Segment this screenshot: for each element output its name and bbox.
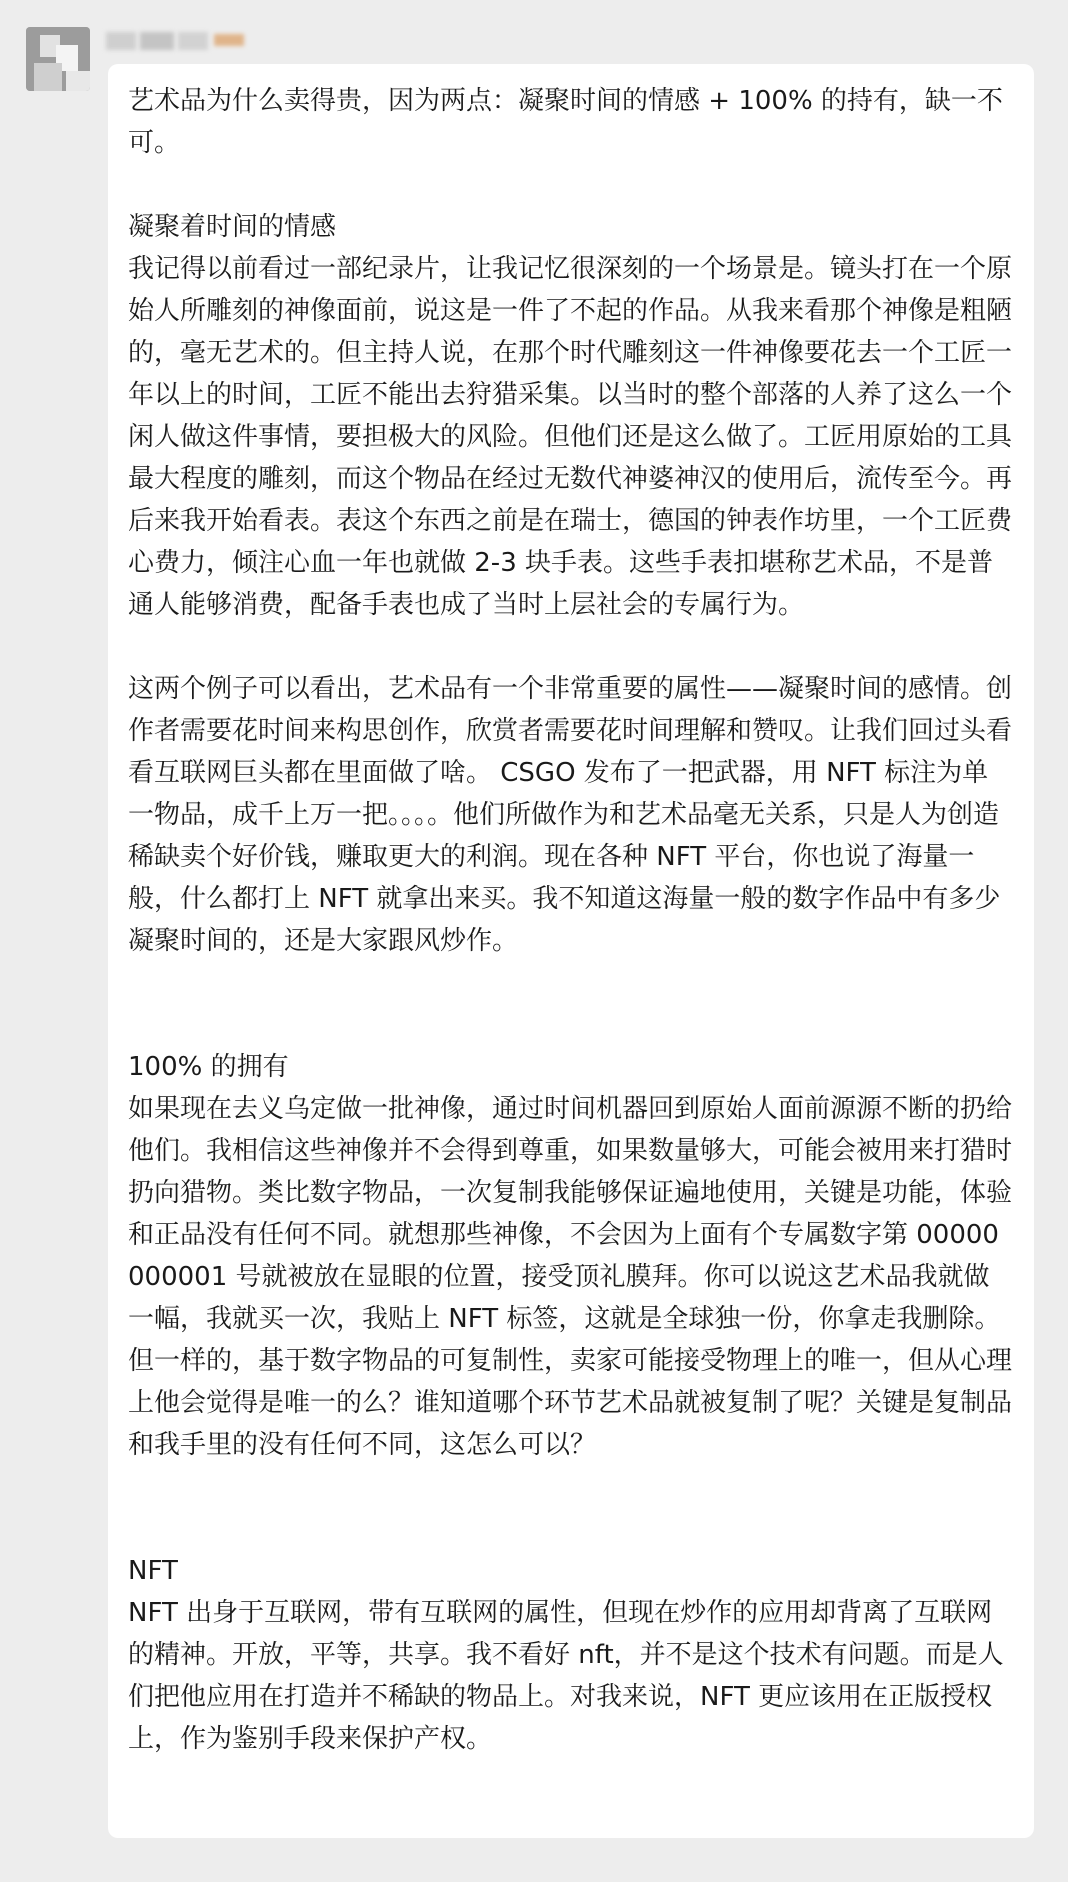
avatar-pixel bbox=[34, 63, 62, 91]
message-bubble[interactable] bbox=[108, 64, 1034, 1838]
paragraph-gap bbox=[128, 164, 1014, 206]
blurred-block bbox=[106, 32, 136, 50]
section-body: NFT 出身于互联网，带有互联网的属性，但现在炒作的应用却背离了互联网的精神。开放，平等，共享。我不看好 nft，并不是这个技术有问题。而是人们把他应用在打造并不稀缺的物品上。对我来说，NFT 更应该用在正版授权上，作为鉴别手段来保护产权。 bbox=[128, 1598, 1004, 1754]
section-title: 凝聚着时间的情感 bbox=[128, 212, 337, 242]
message-intro: 艺术品为什么卖得贵，因为两点：凝聚时间的情感 + 100% 的持有，缺一不可。 bbox=[128, 86, 1003, 158]
blurred-block bbox=[140, 32, 174, 50]
paragraph-gap bbox=[128, 962, 1014, 1046]
paragraph-gap bbox=[128, 626, 1014, 668]
avatar-pixel bbox=[66, 71, 90, 91]
section-body: 这两个例子可以看出，艺术品有一个非常重要的属性——凝聚时间的感情。创作者需要花时间来构思创作，欣赏者需要花时间理解和赞叹。让我们回过头看看互联网巨头都在里面做了啥。 CSGO 发布了一把武器，用 NFT 标注为单一物品，成千上万一把。。。。他们所做作为和艺术品毫无关系，只是人为创造稀缺卖个好价钱，赚取更大的利润。现在各种 NFT 平台，你也说了海量一般，什么都打上 NFT 就拿出来买。我不知道这海量一般的数字作品中有多少凝聚时间的，还是大家跟风炒作。 bbox=[128, 674, 1013, 956]
blurred-block bbox=[214, 34, 244, 46]
sender-name-blurred bbox=[106, 30, 246, 52]
section-title: NFT bbox=[128, 1556, 178, 1586]
section-body: 我记得以前看过一部纪录片，让我记忆很深刻的一个场景是。镜头打在一个原始人所雕刻的神像面前，说这是一件了不起的作品。从我来看那个神像是粗陋的，毫无艺术的。但主持人说，在那个时代雕刻这一件神像要花去一个工匠一年以上的时间，工匠不能出去狩猎采集。以当时的整个部落的人养了这么一个闲人做这件事情，要担极大的风险。但他们还是这么做了。工匠用原始的工具最大程度的雕刻，而这个物品在经过无数代神婆神汉的使用后，流传至今。再后来我开始看表。表这个东西之前是在瑞士，德国的钟表作坊里，一个工匠费心费力，倾注心血一年也就做 2-3 块手表。这些手表扣堪称艺术品，不是普通人能够消费，配备手表也成了当时上层社会的专属行为。 bbox=[128, 254, 1013, 620]
paragraph-gap bbox=[128, 1466, 1014, 1550]
blurred-block bbox=[178, 32, 208, 50]
section-title: 100% 的拥有 bbox=[128, 1052, 289, 1082]
avatar[interactable] bbox=[26, 27, 90, 91]
section-body: 如果现在去义乌定做一批神像，通过时间机器回到原始人面前源源不断的扔给他们。我相信这些神像并不会得到尊重，如果数量够大，可能会被用来打猎时扔向猎物。类比数字物品，一次复制我能够保证遍地使用，关键是功能，体验和正品没有任何不同。就想那些神像，不会因为上面有个专属数字第 00000000001 号就被放在显眼的位置，接受顶礼膜拜。你可以说这艺术品我就做一幅，我就买一次，我贴上 NFT 标签，这就是全球独一份，你拿走我删除。但一样的，基于数字物品的可复制性，卖家可能接受物理上的唯一，但从心理上他会觉得是唯一的么？谁知道哪个环节艺术品就被复制了呢？关键是复制品和我手里的没有任何不同，这怎么可以？ bbox=[128, 1094, 1013, 1460]
